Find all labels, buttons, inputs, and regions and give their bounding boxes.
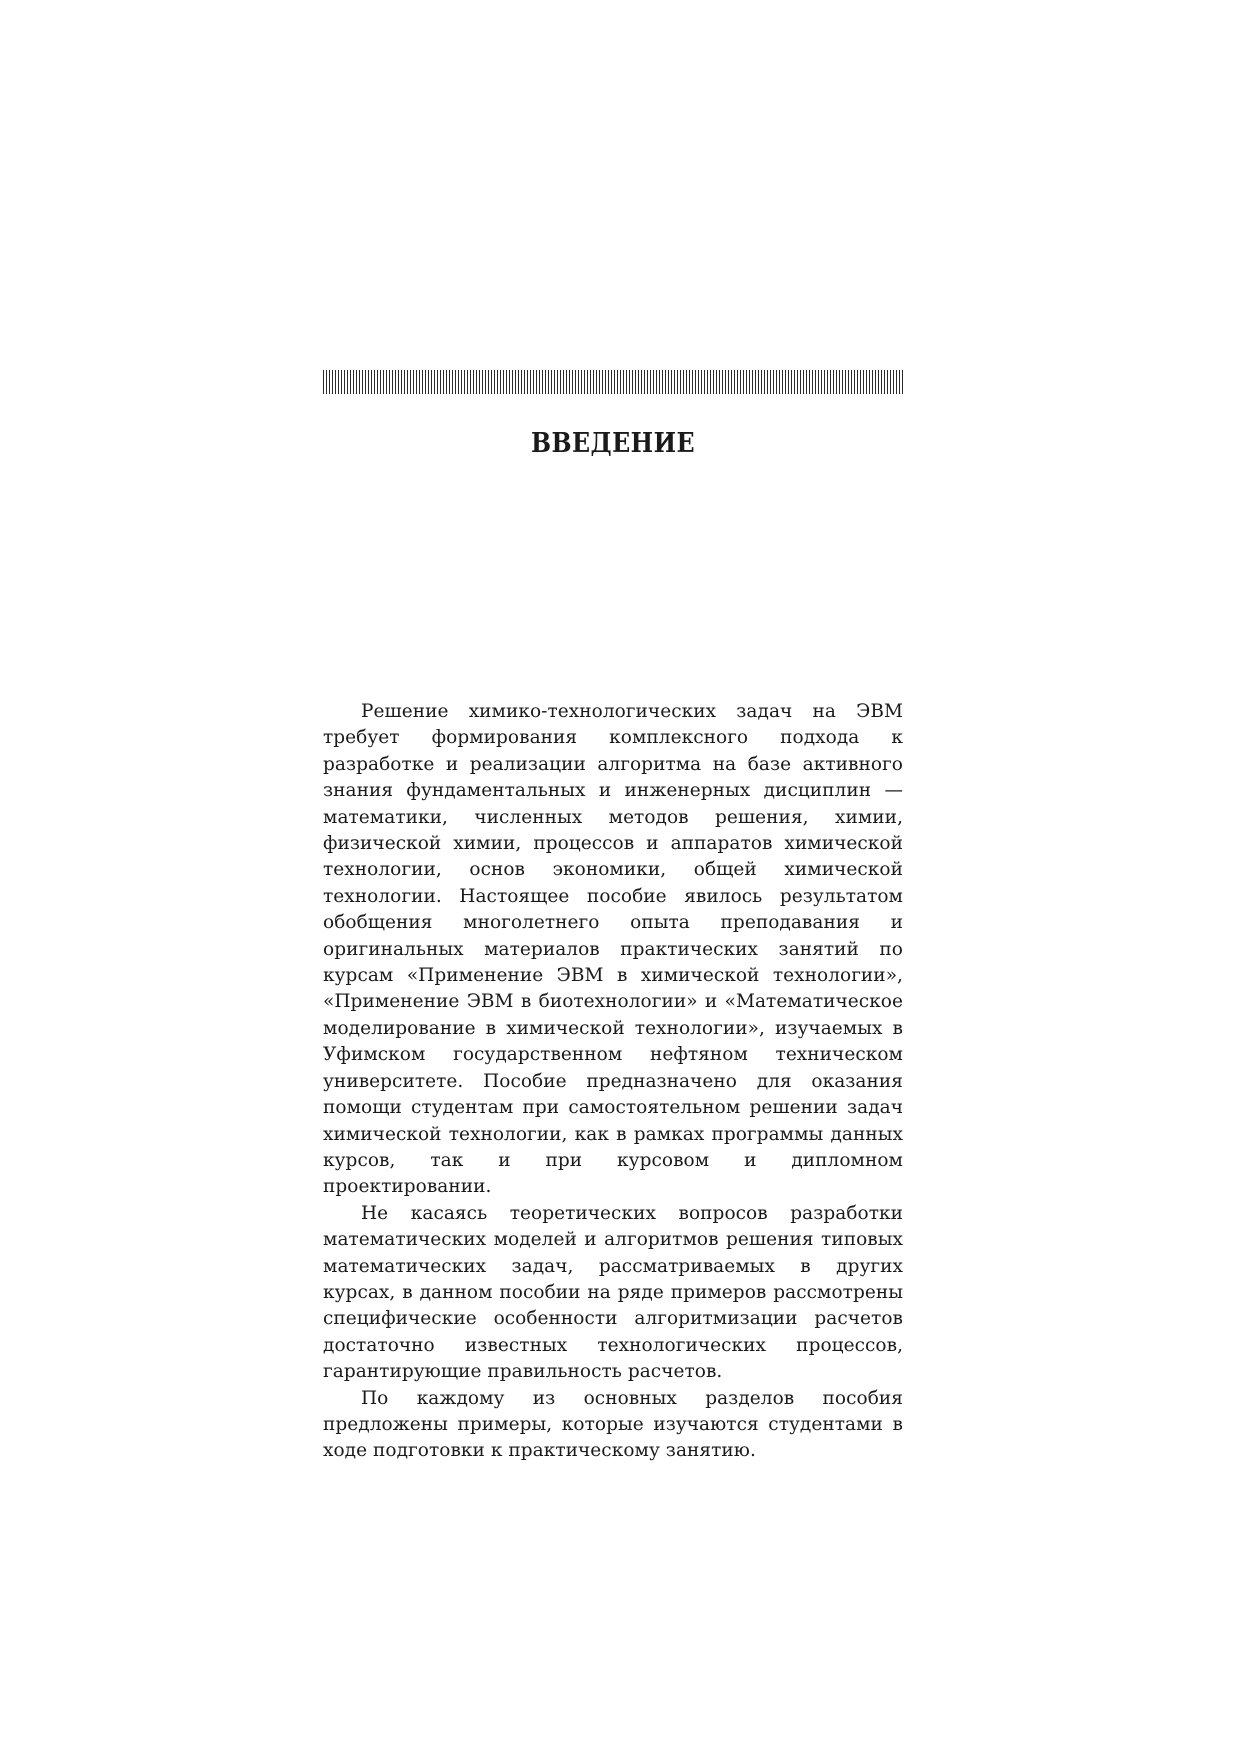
paragraph-2: Не касаясь теоретических вопросов разработки математических моделей и алгоритмов решения типовых математических задач, рассматриваемых в других курсах, в данном пособии на ряде примеров рассмотрены специфические особенности алгоритмизации расчетов достаточно известных технологических процессов, гарантирующие правильность расчетов.: [323, 1202, 903, 1383]
chapter-header-hatch-divider: [323, 370, 903, 394]
chapter-title: ВВЕДЕНИЕ: [530, 428, 696, 459]
paragraph-3: По каждому из основных разделов пособия предложены примеры, которые изучаются студентами в ходе подготовки к практическому занятию.: [323, 1387, 903, 1462]
body-text: [323, 699, 903, 1465]
paragraph-1: Решение химико-технологических задач на ЭВМ требует формирования комплексного подхода к разработке и реализации алгоритма на базе активного знания фундаментальных и инженерных дисциплин — математики, численных методов решения, химии, физической химии, процессов и аппаратов химической технологии, основ экономики, общей химической технологии. Настоящее пособие явилось результатом обобщения многолетнего опыта преподавания и оригинальных материалов практических занятий по курсам «Применение ЭВМ в химической технологии», «Применение ЭВМ в биотехнологии» и «Математическое моделирование в химической технологии», изучаемых в Уфимском государственном нефтяном техническом университете. Пособие предназначено для оказания помощи студентам при самостоятельном решении задач химической технологии, как в рамках программы данных курсов, так и при курсовом и дипломном проектировании.: [323, 701, 903, 1198]
